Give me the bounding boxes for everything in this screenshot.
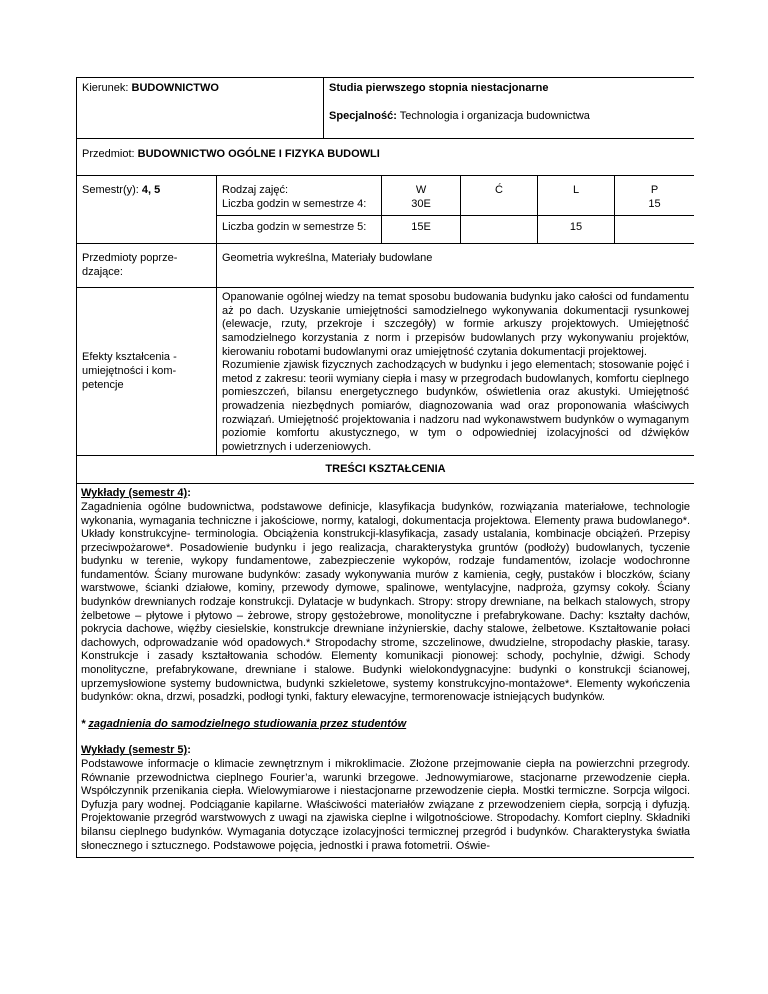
document-page [76, 77, 694, 994]
w5-colon: : [187, 744, 191, 757]
col-c-cell [461, 176, 538, 216]
efekty-paragraph-2: Rozumienie zjawisk fizycznych zachodzących w budynku i jego elementach; stosowanie pojęć i metod z zakresu: teorii wymiany ciepła i masy w przegrodach budowlanych, komfortu cieplnego pomieszczeń, bilansu energetycznego budynków, oświetlenia oraz akustyki. Umiejętność prowadzenia niezbędnych pomiarów, diagnozowania wad oraz proponowania właściwych rozwiązań. Umiejętność projektowania i nadzoru nad wykonawstwem budynków o wymaganym poziomie komfortu akustycznego, w tym o odpowiedniej izolacyjności od dźwięków powietrznych i uderzeniowych. [222, 359, 690, 453]
w4-text: Zagadnienia ogólne budownictwa, podstawowe definicje, klasyfikacja budynków, rozwiązania materiałowe, technologie wykonania, wymagania techniczne i jakościowe, normy, katalogi, dokumentacja projektowa. Elementy prawa budowlanego*. Układy konstrukcyjne- terminologia. Obciążenia konstrukcji-klasyfikacja, zasady ustalania, kombinacje obciążeń. Przepisy przeciwpożarowe*. Posadowienie budynku i jego realizacja, charakterystyka gruntów (podłoży) budowlanych, tyczenie budynku w terenie, wykopy fundamentowe, zabezpieczenie wykopów, rodzaje fundamentów, izolacje wodochronne fundamentów. Ściany murowane budynków: zasady wykonywania murów z kamienia, cegły, pustaków i bloczków, ściany warstwowe, ścianki działowe, kominy, przewody dymowe, spalinowe, wentylacyjne, nadproża, gzymsy cokoły. Ściany budynków drewnianych rodzaje konstrukcji. Dylatacje w budynkach. Stropy: stropy drewniane, na belkach stalowych, stropy żelbetowe – płytowe i płytowo – żebrowe, stropy gęstożebrowe, monolityczne i prefabrykowane. Dachy: kształty dachów, pokrycia dachowe, więźby ciesielskie, konstrukcje drewniane inżynierskie, dachy stalowe, żelbetowe. Kształtowanie połaci dachowych, odprowadzanie wód opadowych.* Stropodachy strome, szczelinowe, dwudzielne, stropodachy płaskie, tarasy. Konstrukcje i zasady kształtowania schodów. Elementy komunikacji pionowej: schody, pochylnie, dźwigi. Schody monolityczne, prefabrykowane, drewniane i stalowe. Budynki wielokondygnacyjne: budynki o konstrukcji ścianowej, uprzemysłowione systemy budownictwa, budynki szkieletowe, systemy konstrukcyjno-montażowe*. Elementy wykończenia budynków: okna, drzwi, posadzki, podłogi tynki, faktury elewacyjne, termorenowacje istniejących budynków. [81, 500, 691, 704]
efekty-label: Efekty kształcenia - umiejętności i kom-petencje [82, 351, 177, 391]
w4-block [81, 487, 690, 705]
sem5-l-cell [538, 216, 615, 244]
efekty-row [77, 288, 695, 456]
liczba5-cell [217, 216, 382, 244]
tresci-heading-cell [77, 456, 695, 484]
przedmiot-value: BUDOWNICTWO OGÓLNE I FIZYKA BUDOWLI [137, 148, 380, 160]
sem5-l-value: 15 [569, 221, 583, 234]
tresci-heading-row [77, 456, 695, 484]
semestr-label: Semestr(y): [82, 184, 139, 196]
poprzedzajace-value: Geometria wykreślna, Materiały budowlane [222, 252, 433, 265]
col-l-cell [538, 176, 615, 216]
w5-heading: Wykłady (semestr 5) [81, 744, 188, 757]
sem4-w-value: 30E [411, 197, 431, 210]
przedmiot-row [77, 139, 695, 176]
rodzaj-label: Rodzaj zajęć: [222, 184, 289, 196]
col-p-cell [615, 176, 694, 216]
przedmiot-label: Przedmiot: [82, 148, 135, 160]
poprzedzajace-row [77, 244, 695, 288]
sem5-p-cell [615, 216, 694, 244]
w5-text: Podstawowe informacje o klimacie zewnętrznym i mikroklimacie. Złożone przejmowanie ciepła na powierzchni przegrody. Równanie przewodnictwa cieplnego Fourier’a, warunki brzegowe. Jednowymiarowe, stacjonarne przewodzenie ciepła. Współczynnik przenikania ciepła. Wielowymiarowe i niestacjonarne przewodzenie ciepła. Mostki termiczne. Sorpcja wilgoci. Dyfuzja pary wodnej. Podciąganie kapilarne. Właściwości materiałów związane z przewodzeniem ciepła, sorpcją i dyfuzją. Projektowanie przegród warstwowych z uwagi na zjawiska cieplne i wilgotnościowe. Stropodachy. Komfort cieplny. Składniki bilansu cieplnego budynków. Wymagania dotyczące izolacyjności termicznej przegród i budynków. Charakterystyka światła słonecznego i sztucznego. Podstawowe pojęcia, jednostki i prawa fotometrii. Oświe- [81, 758, 691, 852]
col-p-header: P [650, 184, 659, 196]
poprzedzajace-label: Przedmioty poprze-dzające: [82, 252, 178, 278]
header-row [77, 78, 695, 139]
kierunek-label: Kierunek: [82, 82, 129, 94]
note-line [81, 718, 690, 732]
col-w-header: W [415, 184, 427, 196]
poprzedzajace-label-cell [77, 244, 217, 288]
tresci-content-cell [77, 484, 695, 858]
przedmiot-cell [77, 139, 695, 176]
note-star: * [81, 717, 89, 730]
efekty-value-cell [217, 288, 695, 456]
efekty-paragraph-1: Opanowanie ogólnej wiedzy na temat sposobu budowania budynku jako całości od fundamentu aż po dach. Uzyskanie umiejętności samodzielnego wykonywania dokumentacji rysunkowej (elewacje, rzuty, przekroje i szczegóły) w formie arkuszy projektowych. Umiejętność samodzielnego korzystania z norm i przepisów budowlanych przy wykonywaniu projektów, kierowaniu robotami budowlanymi oraz umiejętność czytania dokumentacji projektowej. [222, 291, 690, 358]
tresci-heading: TREŚCI KSZTAŁCENIA [325, 463, 446, 476]
sem4-p-value: 15 [648, 197, 661, 210]
w5-block [81, 744, 690, 853]
sem5-c-cell [461, 216, 538, 244]
w4-heading: Wykłady (semestr 4) [81, 487, 188, 500]
efekty-label-cell [77, 288, 217, 456]
col-w-cell [382, 176, 461, 216]
kierunek-value: BUDOWNICTWO [131, 82, 219, 94]
semestr-row-4 [77, 176, 695, 216]
semestr-value: 4, 5 [141, 184, 161, 196]
studia-cell [324, 78, 694, 139]
col-c-header: Ć [495, 184, 503, 196]
liczba5-label: Liczba godzin w semestrze 5: [222, 221, 367, 234]
w4-colon: : [187, 487, 191, 500]
kierunek-cell [77, 78, 324, 139]
note-text: zagadnienia do samodzielnego studiowania przez studentów [88, 717, 407, 730]
col-l-header: L [572, 184, 580, 196]
studia-text: Studia pierwszego stopnia niestacjonarne [329, 82, 549, 94]
specjalnosc-line [329, 110, 694, 124]
poprzedzajace-value-cell [217, 244, 695, 288]
rodzaj-cell [217, 176, 382, 216]
sem5-w-value: 15E [411, 221, 431, 234]
specjalnosc-label: Specjalność: [329, 109, 397, 122]
syllabus-table [76, 77, 694, 858]
sem5-w-cell [382, 216, 461, 244]
liczba4-label: Liczba godzin w semestrze 4: [222, 197, 367, 210]
specjalnosc-value: Technologia i organizacja budownictwa [399, 109, 590, 122]
semestr-cell [77, 176, 217, 244]
tresci-content-row [77, 484, 695, 858]
